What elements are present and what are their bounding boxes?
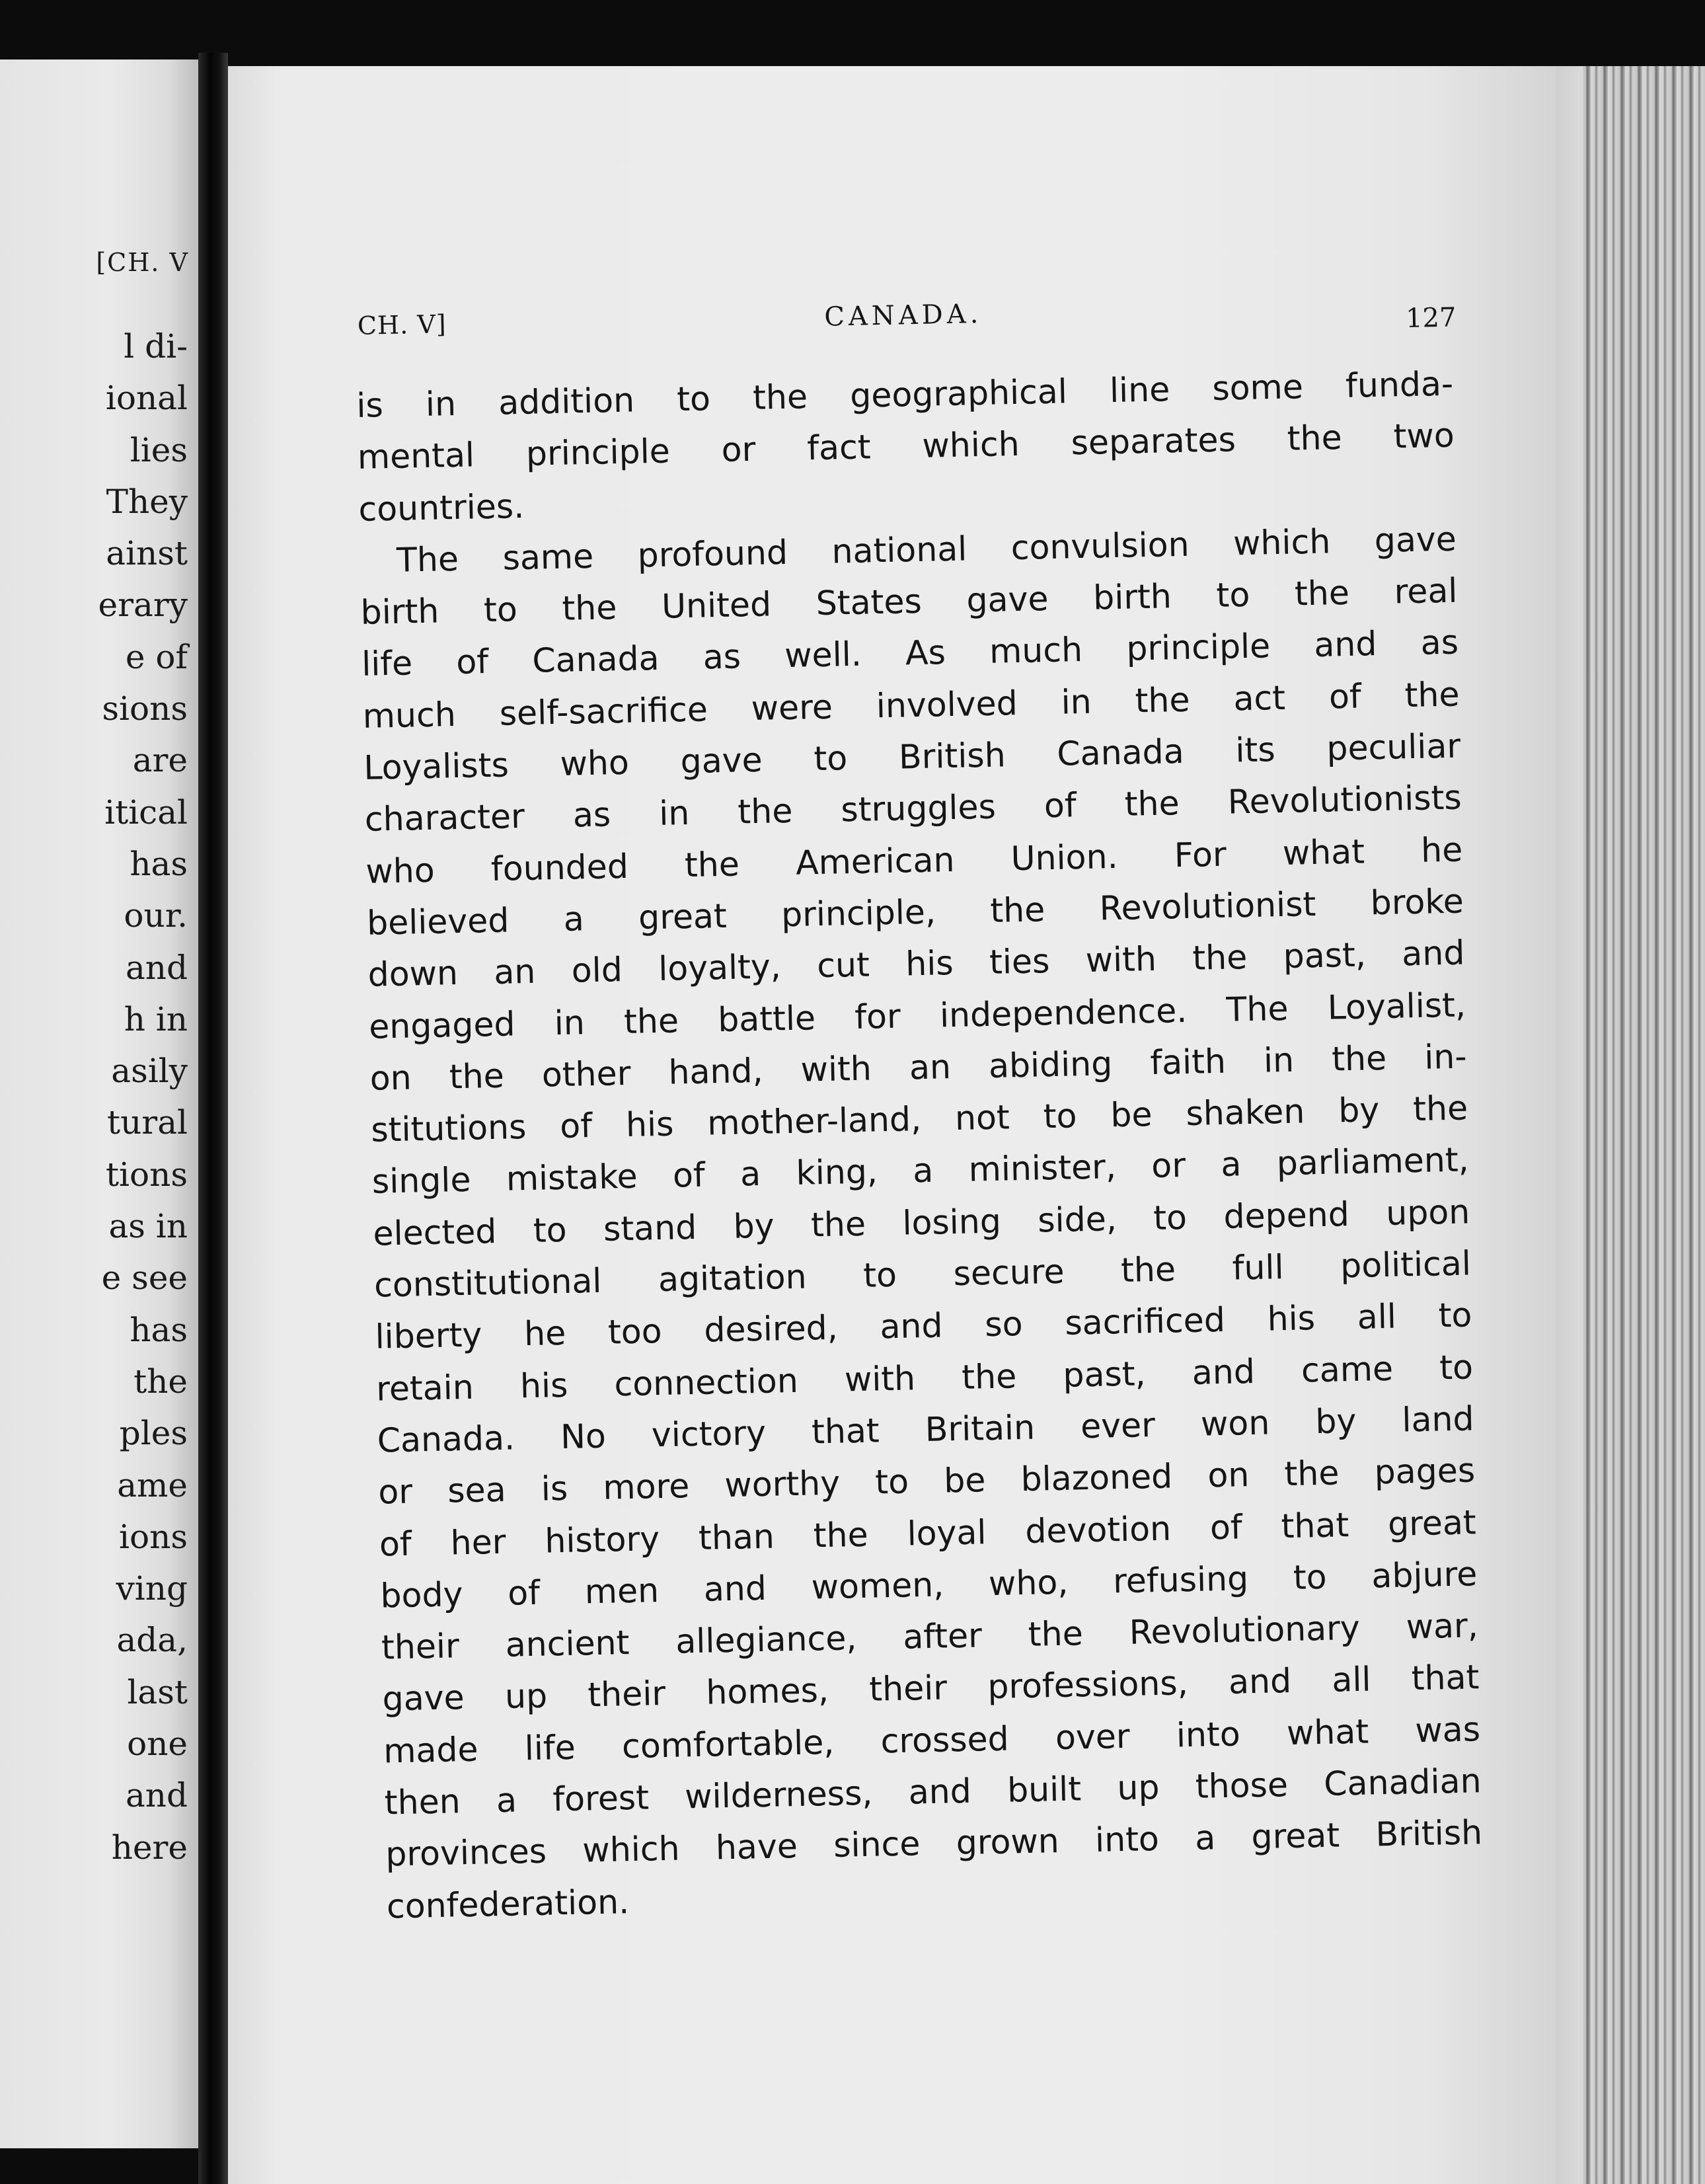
text-line: birth to the United States gave birth to the real: [360, 570, 1458, 633]
left-page-line-endings: [98, 321, 188, 1873]
left-page-line: ples: [119, 1414, 188, 1453]
text-line: who founded the American Union. For what he: [365, 830, 1463, 891]
left-page-line: asily: [111, 1052, 188, 1091]
left-page-line: h in: [124, 999, 188, 1038]
right-page: [228, 66, 1556, 2184]
text-line: provinces which have since grown into a great British: [385, 1813, 1483, 1874]
left-page-line: l di-: [124, 327, 188, 366]
text-line: or sea is more worthy to be blazoned on the pages: [377, 1450, 1476, 1512]
text-line: believed a great principle, the Revolutionist broke: [366, 881, 1464, 943]
left-page-line: and: [125, 1776, 188, 1815]
text-line: engaged in the battle for independence. The Loyalist,: [368, 985, 1466, 1046]
left-page-line: tural: [107, 1103, 188, 1142]
left-running-head: [CH. V: [96, 248, 189, 277]
left-page-line: as in: [108, 1207, 188, 1246]
text-line: is in addition to the geographical line some funda-: [356, 364, 1454, 425]
paragraph: [359, 513, 1484, 1932]
text-line: Loyalists who gave to British Canada its peculiar: [363, 726, 1461, 787]
text-line: of her history than the loyal devotion of that great: [379, 1502, 1477, 1564]
left-page-line: ainst: [106, 534, 188, 573]
text-line: much self-sacrifice were involved in the act of the: [362, 674, 1460, 736]
body-text: [356, 358, 1484, 1933]
text-line: life of Canada as well. As much principle and as: [361, 623, 1459, 684]
text-line: gave up their homes, their professions, and all that: [382, 1657, 1480, 1719]
text-line: constitutional agitation to secure the full political: [373, 1243, 1472, 1305]
left-page-line: e of: [125, 637, 188, 676]
left-page-line: itical: [104, 793, 188, 832]
text-line: retain his connection with the past, and came to: [375, 1346, 1474, 1409]
text-line: liberty he too desired, and so sacrificed his all to: [375, 1295, 1472, 1357]
text-line: The same profound national convulsion which gave: [396, 519, 1457, 580]
left-page-line: ada,: [116, 1621, 188, 1660]
page-number: 127: [1405, 302, 1457, 334]
left-page-line: sions: [102, 689, 188, 728]
left-page-line: ional: [105, 379, 188, 418]
running-head-title: CANADA.: [823, 298, 983, 332]
left-page-line: one: [127, 1725, 188, 1764]
text-line: single mistake of a king, a minister, or a parliament,: [371, 1140, 1470, 1202]
left-page-line: lies: [130, 430, 188, 469]
text-line: body of men and women, who, refusing to abjure: [379, 1554, 1478, 1616]
page-edges: [1556, 66, 1705, 2184]
page-text-block: [354, 237, 1531, 1926]
text-line: their ancient allegiance, after the Revolutionary war,: [381, 1606, 1479, 1667]
text-line: made life comfortable, crossed over into what was: [383, 1709, 1481, 1771]
text-line: on the other hand, with an abiding faith in the in-: [369, 1036, 1468, 1098]
running-head-chapter: CH. V]: [357, 309, 447, 340]
text-line: stitutions of his mother-land, not to be shaken by the: [370, 1088, 1468, 1150]
left-page-line: here: [111, 1828, 188, 1867]
text-line: countries.: [358, 486, 525, 529]
left-page-line: ions: [119, 1517, 188, 1556]
left-page-line: are: [132, 741, 188, 780]
left-page: [0, 59, 198, 2148]
left-page-line: ame: [117, 1465, 188, 1504]
text-line: Canada. No victory that Britain ever won by land: [377, 1399, 1475, 1460]
left-page-line: erary: [98, 586, 188, 625]
text-line: confederation.: [386, 1881, 630, 1926]
text-line: then a forest wilderness, and built up those Canadian: [384, 1761, 1482, 1822]
text-line: character as in the struggles of the Revolutionists: [364, 777, 1462, 839]
text-line: elected to stand by the losing side, to depend upon: [372, 1192, 1470, 1253]
text-line: down an old loyalty, cut his ties with the past, and: [367, 933, 1465, 995]
left-page-line: They: [106, 482, 188, 521]
left-page-line: tions: [105, 1155, 188, 1194]
book-gutter: [198, 53, 228, 2184]
left-page-line: and: [125, 948, 188, 987]
left-page-line: e see: [101, 1259, 188, 1298]
text-line: mental principle or fact which separates the two: [357, 415, 1455, 477]
left-page-line: last: [127, 1672, 188, 1711]
paragraph: [356, 358, 1456, 535]
left-page-line: ving: [116, 1569, 188, 1608]
left-page-line: the: [133, 1362, 188, 1401]
left-page-line: has: [130, 1310, 188, 1349]
left-page-line: has: [130, 844, 188, 883]
running-head: [354, 237, 1531, 340]
left-page-line: our.: [124, 896, 188, 935]
